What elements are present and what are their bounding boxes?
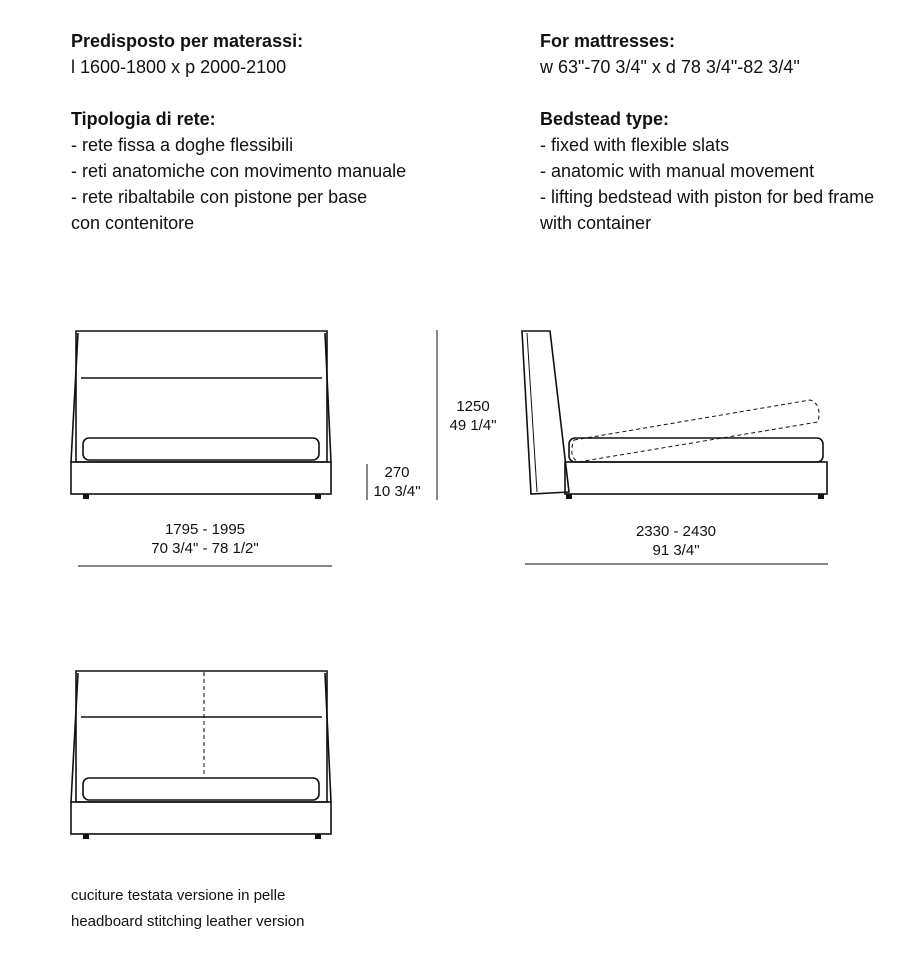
width-in: 70 3/4" - 78 1/2"	[151, 540, 259, 557]
mattress-heading-en: For mattresses:	[540, 31, 676, 51]
length-dimension-label	[576, 522, 776, 560]
mattress-value-it: l 1600-1800 x p 2000-2100	[71, 57, 287, 77]
bedstead-item-it: - rete ribaltabile con pistone per base	[71, 187, 368, 207]
front-view-stitching-drawing	[71, 671, 331, 839]
bedstead-heading-it: Tipologia di rete:	[71, 109, 216, 129]
stitching-caption-en: headboard stitching leather version	[71, 913, 305, 930]
mattress-value-en: w 63"-70 3/4" x d 78 3/4"-82 3/4"	[540, 57, 800, 77]
bedstead-item-en: - fixed with flexible slats	[540, 135, 730, 155]
base-height-mm: 270	[384, 464, 410, 481]
stitching-caption-it: cuciture testata versione in pelle	[71, 887, 286, 904]
bedstead-item-it: - reti anatomiche con movimento manuale	[71, 161, 407, 181]
total-height-in: 49 1/4"	[449, 417, 497, 434]
base-height-dimension-label	[367, 463, 427, 501]
width-dimension-label	[100, 520, 310, 558]
total-height-dimension-label	[441, 397, 505, 435]
mattress-heading-it: Predisposto per materassi:	[71, 31, 304, 51]
bedstead-item-it: con contenitore	[71, 213, 195, 233]
front-view-drawing	[71, 331, 331, 499]
length-mm: 2330 - 2430	[635, 523, 717, 540]
bedstead-item-en: - lifting bedstead with piston for bed frame	[540, 187, 875, 207]
bedstead-heading-en: Bedstead type:	[540, 109, 670, 129]
total-height-mm: 1250	[456, 398, 490, 415]
side-view-drawing	[522, 331, 827, 499]
bedstead-item-en: with container	[540, 213, 652, 233]
width-mm: 1795 - 1995	[164, 521, 246, 538]
bedstead-item-it: - rete fissa a doghe flessibili	[71, 135, 294, 155]
base-height-in: 10 3/4"	[373, 483, 421, 500]
bedstead-item-en: - anatomic with manual movement	[540, 161, 815, 181]
length-in: 91 3/4"	[652, 542, 700, 559]
